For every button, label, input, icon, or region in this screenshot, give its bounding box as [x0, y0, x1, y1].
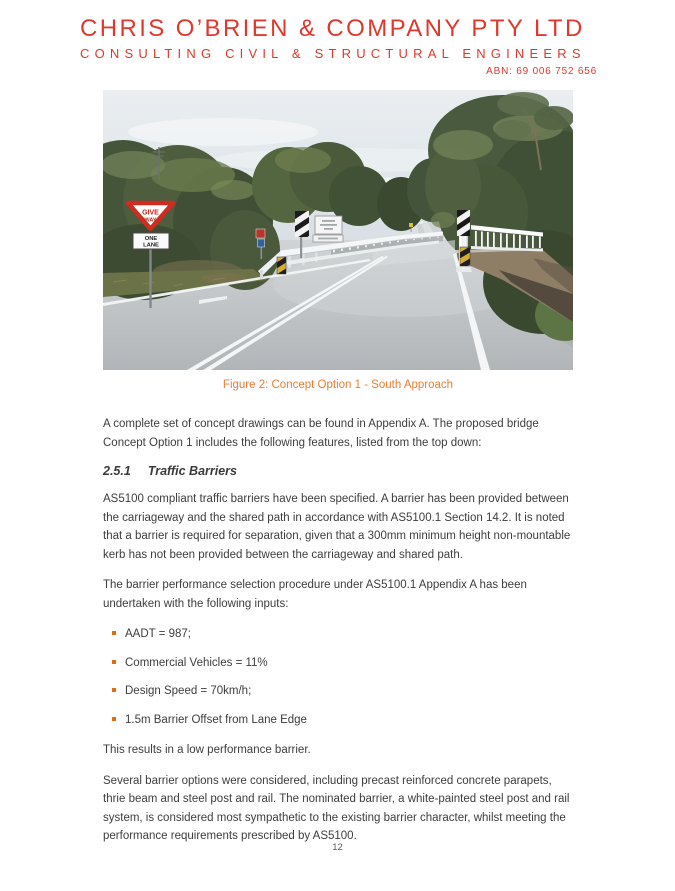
list-item-text: Design Speed = 70km/h;: [125, 685, 252, 697]
road-bridge-photo: [103, 90, 573, 370]
give-way-text-line2: WAY: [144, 217, 157, 224]
bullet-icon: [112, 631, 116, 635]
one-lane-text-line2: LANE: [143, 242, 159, 249]
paragraph-options: Several barrier options were considered, including precast reinforced concrete parapets, thrie beam and steel post and rail. The nominated barrier, a white-painted steel post and rail system, is considered most sympathetic to the existing barrier character, whilst meeting the performance requirements prescribed by AS5100.: [103, 774, 570, 842]
list-item: [112, 682, 573, 701]
list-item: [112, 654, 573, 673]
info-sign: [315, 216, 342, 234]
document-body: [103, 415, 573, 846]
bullet-icon: [112, 660, 116, 664]
company-name: CHRIS O’BRIEN & COMPANY PTY LTD: [80, 15, 585, 42]
section-title: Traffic Barriers: [147, 464, 237, 478]
list-item: [112, 711, 573, 730]
paragraph-procedure: The barrier performance selection procedure under AS5100.1 Appendix A has been undertaken with the following inputs:: [103, 579, 527, 610]
list-item: [112, 625, 573, 644]
paragraph-result: This results in a low performance barrier.: [103, 744, 311, 756]
company-abn: ABN: 69 006 752 656: [486, 66, 597, 77]
one-lane-text-line1: ONE: [144, 235, 158, 242]
list-item-text: 1.5m Barrier Offset from Lane Edge: [125, 713, 307, 726]
letterhead: [80, 16, 597, 77]
bullet-icon: [112, 717, 116, 721]
figure-photo: [103, 90, 573, 370]
input-list: [103, 625, 573, 729]
figure-caption: Figure 2: Concept Option 1 - South Approach: [222, 379, 454, 391]
one-lane-sign: [133, 233, 169, 249]
section-number: 2.5.1: [103, 464, 131, 478]
company-tagline: CONSULTING CIVIL & STRUCTURAL ENGINEERS: [80, 46, 586, 61]
give-way-text-line1: GIVE: [142, 209, 159, 217]
list-item-text: AADT = 987;: [125, 628, 191, 640]
sign-pole: [149, 248, 151, 308]
section-heading: [103, 464, 573, 479]
page-number: 12: [332, 842, 343, 853]
paragraph-intro: A complete set of concept drawings can be found in Appendix A. The proposed bridge Concept Option 1 includes the following features, listed from the top down:: [103, 418, 539, 449]
paragraph-barriers: AS5100 compliant traffic barriers have been specified. A barrier has been provided between the carriageway and the shared path in accordance with AS5100.1 Section 14.2. It is noted that a barrier is required for separation, given that a 300mm minimum height non-mountable kerb has not been provided between the carriageway and shared path.: [103, 493, 571, 561]
supplementary-sign: [313, 235, 343, 242]
bullet-icon: [112, 688, 116, 692]
list-item-text: Commercial Vehicles = 11%: [125, 656, 268, 669]
